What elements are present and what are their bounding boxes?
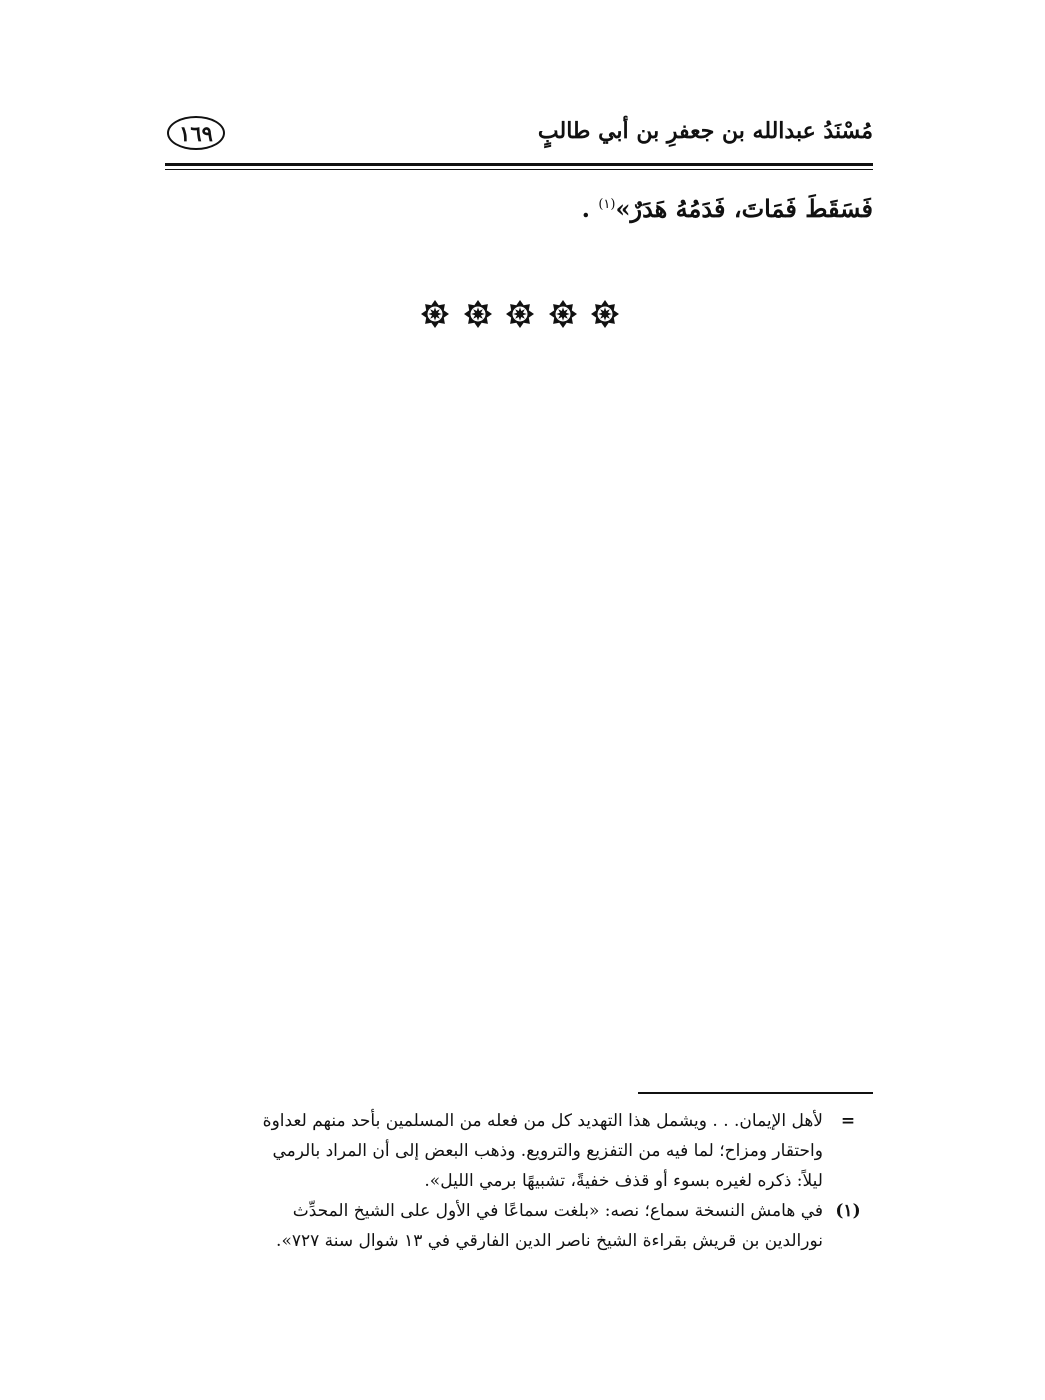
- header-rule-thin: [165, 169, 873, 170]
- body-text-end: .: [581, 194, 590, 223]
- footnote-body: [165, 1196, 823, 1256]
- eight-point-star-ornament-icon: [505, 299, 535, 329]
- footnote-line: ليلاً: ذكره لغيره بسوء أو قذف خفيةً، تشبيهًا برمي الليل».: [424, 1171, 823, 1191]
- eight-point-star-ornament-icon: [590, 299, 620, 329]
- body-text: [582, 194, 873, 223]
- eight-point-star-ornament-icon: [420, 299, 450, 329]
- page-number-badge: [167, 116, 225, 150]
- page-header: [165, 112, 873, 160]
- eight-point-star-ornament-icon: [463, 299, 493, 329]
- footnote-marker: (١): [835, 1201, 861, 1221]
- footnote-line: لأهل الإيمان. . . ويشمل هذا التهديد كل من فعله من المسلمين بأحد منهم لعداوة: [262, 1111, 823, 1131]
- eight-point-star-ornament-icon: [548, 299, 578, 329]
- page-number: ١٦٩: [179, 120, 213, 146]
- body-text-content: فَسَقَطَ فَمَاتَ، فَدَمُهُ هَدَرٌ»: [615, 194, 873, 223]
- footnote-rule: [638, 1092, 873, 1094]
- section-separator: [420, 297, 620, 331]
- footnote-line: في هامش النسخة سماع؛ نصه: «بلغت سماعًا في الأول على الشيخ المحدِّث: [292, 1201, 823, 1221]
- footnotes: [165, 1106, 873, 1256]
- footnote-continuation: [165, 1106, 873, 1196]
- footnote-1: [165, 1196, 873, 1256]
- footnote-reference: (١): [598, 197, 616, 212]
- footnote-marker: =: [840, 1111, 856, 1131]
- footnote-body: [165, 1106, 823, 1196]
- header-rule-thick: [165, 163, 873, 166]
- footnote-line: نورالدين بن قريش بقراءة الشيخ ناصر الدين الفارقي في ١٣ شوال سنة ٧٢٧».: [276, 1231, 823, 1251]
- footnote-line: واحتقار ومزاح؛ لما فيه من التفزيع والترويع. وذهب البعض إلى أن المراد بالرمي: [272, 1141, 823, 1161]
- running-title: مُسْنَدُ عبدالله بن جعفرِ بن أبي طالبٍ: [537, 118, 873, 144]
